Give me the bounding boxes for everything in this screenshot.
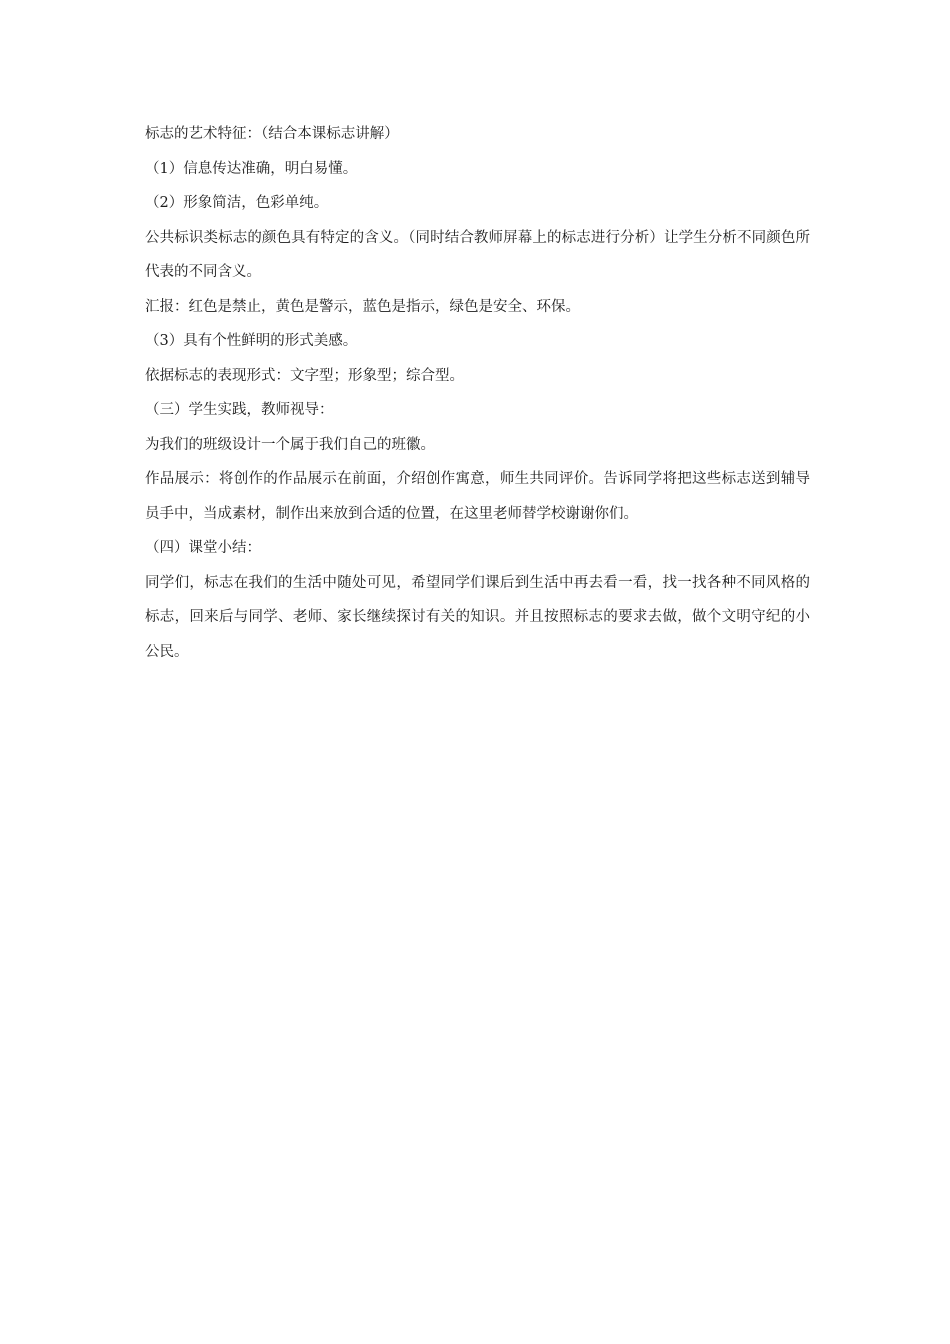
paragraph-art-features-heading: 标志的艺术特征：（结合本课标志讲解） xyxy=(145,126,399,142)
paragraph-class-badge: 为我们的班级设计一个属于我们自己的班徽。 xyxy=(145,436,435,453)
paragraph-item-1: （1）信息传达准确，明白易懂。 xyxy=(145,160,358,177)
paragraph-report: 汇报：红色是禁止，黄色是警示，蓝色是指示，绿色是安全、环保。 xyxy=(145,298,580,315)
paragraph-forms: 依据标志的表现形式：文字型；形象型；综合型。 xyxy=(145,367,464,384)
paragraph-item-2: （2）形象简洁，色彩单纯。 xyxy=(145,195,329,211)
paragraph-work-display: 作品展示：将创作的作品展示在前面，介绍创作寓意，师生共同评价。告诉同学将把这些标志送到辅导员手中，当成素材，制作出来放到合适的位置，在这里老师替学校谢谢你们。 xyxy=(145,471,810,522)
paragraph-color-meaning: 公共标识类标志的颜色具有特定的含义。（同时结合教师屏幕上的标志进行分析）让学生分析不同颜色所代表的不同含义。 xyxy=(145,229,810,280)
document-body xyxy=(145,117,810,669)
paragraph-summary: 同学们，标志在我们的生活中随处可见，希望同学们课后到生活中再去看一看，找一找各种不同风格的标志，回来后与同学、老师、家长继续探讨有关的知识。并且按照标志的要求去做，做个文明守纪的小公民。 xyxy=(145,574,810,660)
section-heading-practice: （三）学生实践，教师视导： xyxy=(145,402,334,418)
section-heading-summary: （四）课堂小结： xyxy=(145,540,261,556)
paragraph-item-3: （3）具有个性鲜明的形式美感。 xyxy=(145,333,358,349)
